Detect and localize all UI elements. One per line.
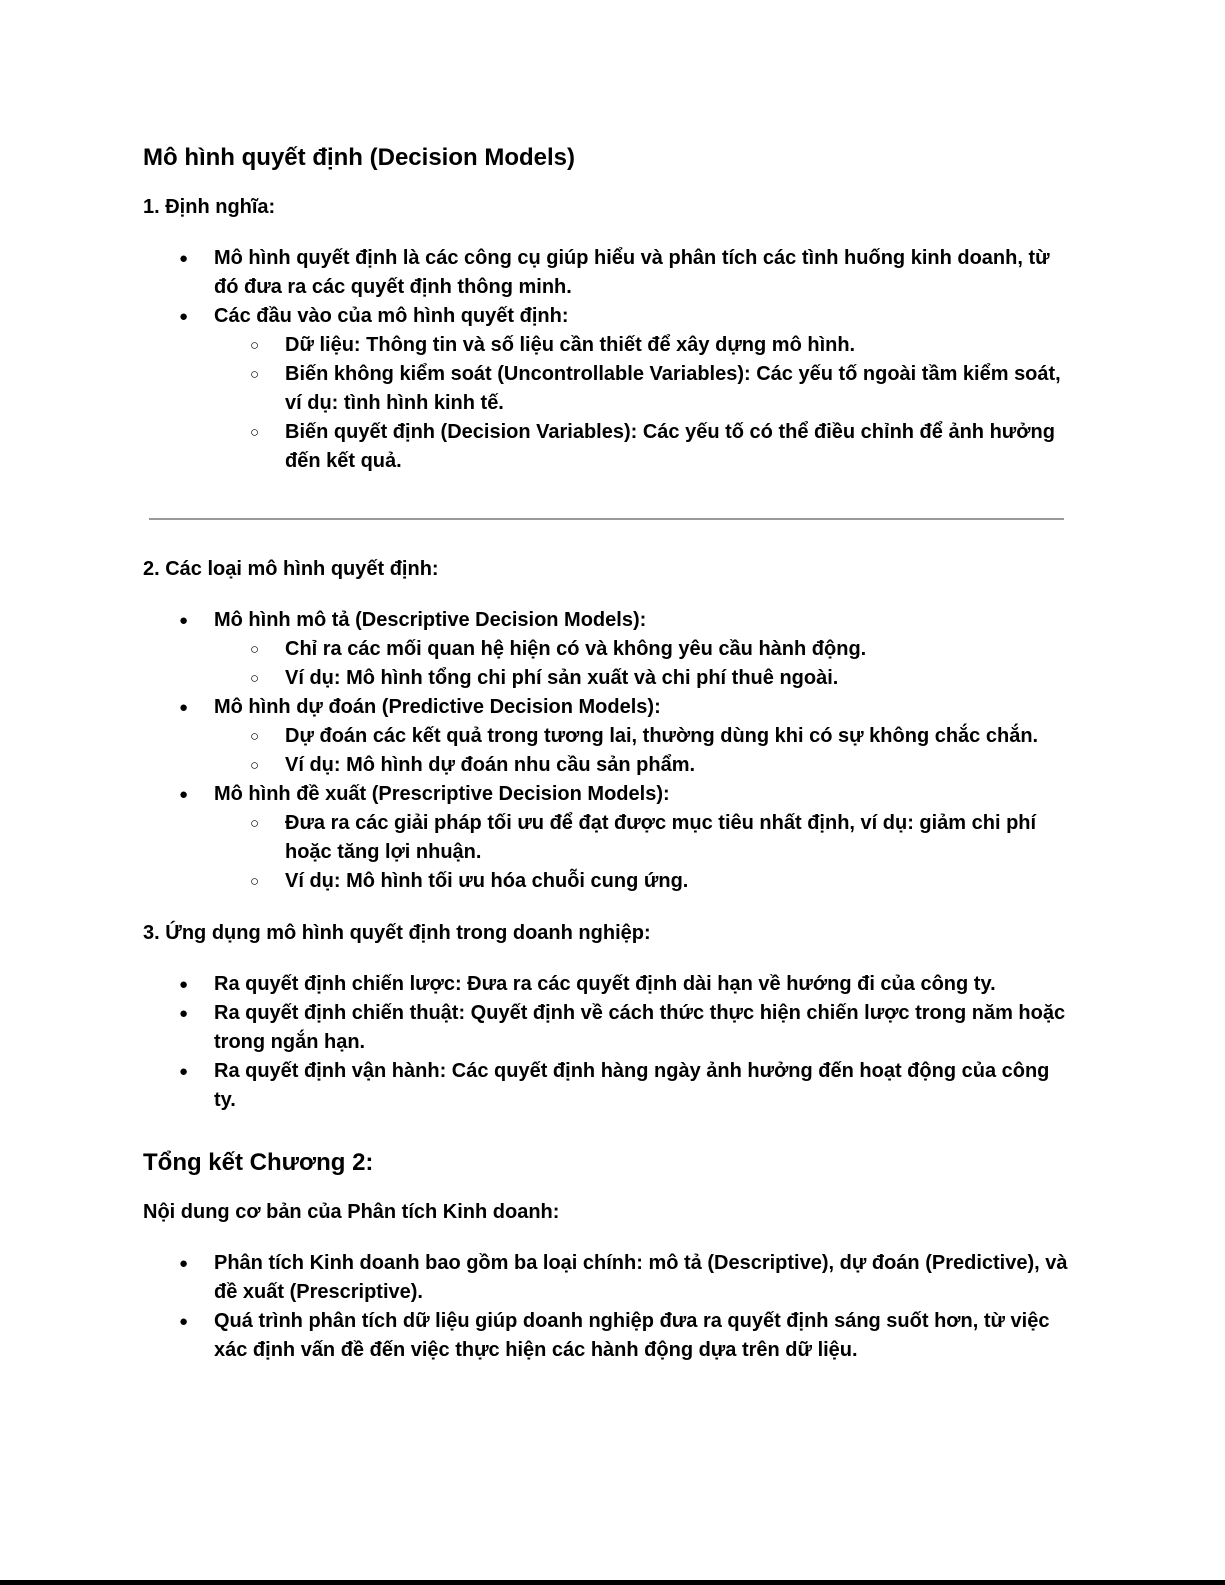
list-item-text: ● Ra quyết định vận hành: Các quyết định hàng ngày ảnh hưởng đến hoạt động của công ty. bbox=[214, 1057, 1073, 1115]
list-item bbox=[143, 693, 1073, 780]
sub-list-item-text: ○ Đưa ra các giải pháp tối ưu để đạt được mục tiêu nhất định, ví dụ: giảm chi phí hoặc tăng lợi nhuận. bbox=[285, 809, 1073, 867]
sub-list-item bbox=[214, 635, 1073, 664]
sub-list-item bbox=[214, 360, 1073, 418]
list-item bbox=[143, 1307, 1073, 1365]
list-item-text: ● Phân tích Kinh doanh bao gồm ba loại chính: mô tả (Descriptive), dự đoán (Predictive), và đề xuất (Prescriptive). bbox=[214, 1249, 1073, 1307]
sub-list-item-text: ○ Dữ liệu: Thông tin và số liệu cần thiết để xây dựng mô hình. bbox=[285, 331, 1073, 360]
section-1-heading: 1. Định nghĩa: bbox=[143, 196, 276, 218]
list-item bbox=[143, 1057, 1073, 1115]
summary-list bbox=[143, 1249, 1073, 1365]
sub-list-item-text: ○ Ví dụ: Mô hình tổng chi phí sản xuất và chi phí thuê ngoài. bbox=[285, 664, 1073, 693]
sub-list-item bbox=[214, 867, 1073, 896]
sub-list-item-text: ○ Biến không kiểm soát (Uncontrollable Variables): Các yếu tố ngoài tầm kiểm soát, ví dụ: tình hình kinh tế. bbox=[285, 360, 1073, 418]
sub-list-item bbox=[214, 331, 1073, 360]
list-item-text: ● Ra quyết định chiến lược: Đưa ra các quyết định dài hạn về hướng đi của công ty. bbox=[214, 970, 1073, 999]
sub-list-item-text: ○ Ví dụ: Mô hình tối ưu hóa chuỗi cung ứng. bbox=[285, 867, 1073, 896]
list-item-text: ● Quá trình phân tích dữ liệu giúp doanh nghiệp đưa ra quyết định sáng suốt hơn, từ việc xác định vấn đề đến việc thực hiện các hành động dựa trên dữ liệu. bbox=[214, 1307, 1073, 1365]
list-item-text: ● Các đầu vào của mô hình quyết định: bbox=[214, 302, 1073, 331]
sub-list-item bbox=[214, 751, 1073, 780]
list-item-text: ● Mô hình đề xuất (Prescriptive Decision Models): bbox=[214, 780, 1073, 809]
sub-list bbox=[214, 635, 1073, 693]
sub-list-item bbox=[214, 664, 1073, 693]
list-item-text: ● Mô hình dự đoán (Predictive Decision Models): bbox=[214, 693, 1073, 722]
section-3-list bbox=[143, 970, 1073, 1115]
list-item-text: ● Ra quyết định chiến thuật: Quyết định về cách thức thực hiện chiến lược trong năm hoặc trong ngắn hạn. bbox=[214, 999, 1073, 1057]
list-item bbox=[143, 1249, 1073, 1307]
section-3-heading: 3. Ứng dụng mô hình quyết định trong doanh nghiệp: bbox=[143, 922, 651, 944]
sub-list bbox=[214, 722, 1073, 780]
summary-heading: Nội dung cơ bản của Phân tích Kinh doanh: bbox=[143, 1201, 560, 1223]
document-content bbox=[143, 138, 1073, 1365]
sub-list-item-text: ○ Dự đoán các kết quả trong tương lai, thường dùng khi có sự không chắc chắn. bbox=[285, 722, 1073, 751]
list-item-text: ● Mô hình quyết định là các công cụ giúp hiểu và phân tích các tình huống kinh doanh, từ đó đưa ra các quyết định thông minh. bbox=[214, 244, 1073, 302]
list-item bbox=[143, 606, 1073, 693]
page-title: Mô hình quyết định (Decision Models) bbox=[143, 144, 575, 171]
sub-list-item bbox=[214, 809, 1073, 867]
list-item bbox=[143, 302, 1073, 476]
list-item bbox=[143, 780, 1073, 896]
section-2-list bbox=[143, 606, 1073, 896]
sub-list-item bbox=[214, 722, 1073, 751]
sub-list bbox=[214, 809, 1073, 896]
sub-list-item bbox=[214, 418, 1073, 476]
list-item bbox=[143, 999, 1073, 1057]
list-item-text: ● Mô hình mô tả (Descriptive Decision Models): bbox=[214, 606, 1073, 635]
section-2-heading: 2. Các loại mô hình quyết định: bbox=[143, 558, 439, 580]
section-1-list bbox=[143, 244, 1073, 476]
sub-list bbox=[214, 331, 1073, 476]
summary-title: Tổng kết Chương 2: bbox=[143, 1149, 374, 1176]
page-bottom-edge bbox=[0, 1580, 1225, 1585]
list-item bbox=[143, 970, 1073, 999]
sub-list-item-text: ○ Ví dụ: Mô hình dự đoán nhu cầu sản phẩm. bbox=[285, 751, 1073, 780]
sub-list-item-text: ○ Chỉ ra các mối quan hệ hiện có và không yêu cầu hành động. bbox=[285, 635, 1073, 664]
sub-list-item-text: ○ Biến quyết định (Decision Variables): Các yếu tố có thể điều chỉnh để ảnh hưởng đến kết quả. bbox=[285, 418, 1073, 476]
list-item bbox=[143, 244, 1073, 302]
